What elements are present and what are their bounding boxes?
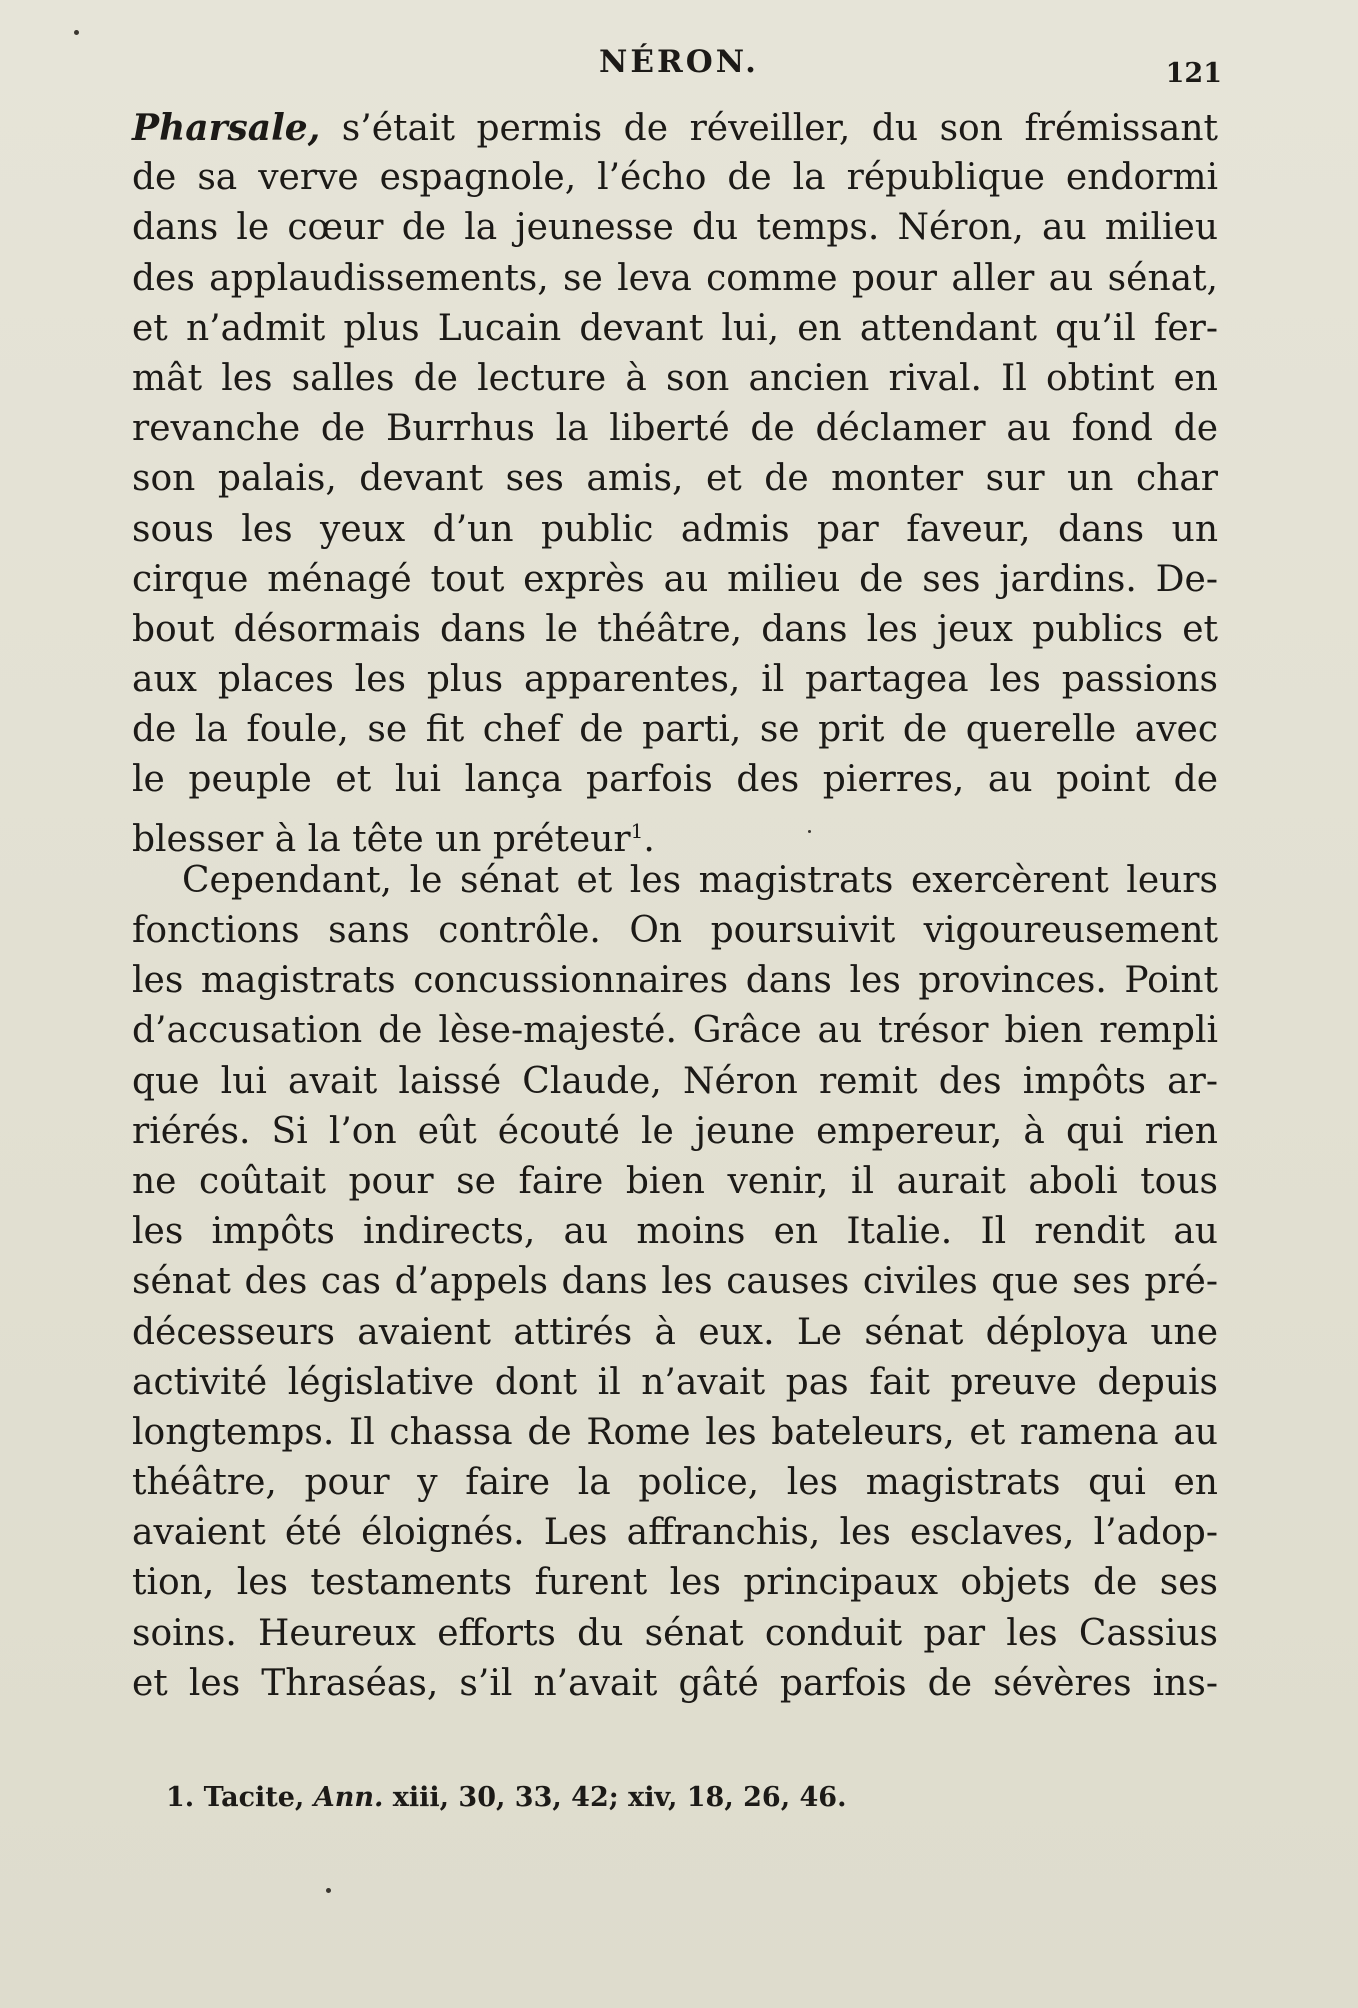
text-line: de sa verve espagnole, l’écho de la république endormi	[132, 157, 1218, 199]
text-line	[132, 103, 1218, 153]
text-line: sous les yeux d’un public admis par faveur, dans un	[132, 508, 1218, 550]
text-line: d’accusation de lèse-majesté. Grâce au trésor bien rempli	[132, 1010, 1218, 1052]
text-line: que lui avait laissé Claude, Néron remit des impôts ar-	[132, 1060, 1218, 1102]
text-line: Cependant, le sénat et les magistrats exercèrent leurs	[182, 859, 1218, 901]
footnote-number: 1.	[166, 1782, 195, 1813]
running-head	[0, 44, 1358, 88]
line-text: blesser à la tête un préteur	[132, 818, 631, 860]
text-line: revanche de Burrhus la liberté de déclamer au fond de	[132, 408, 1218, 450]
text-line: le peuple et lui lança parfois des pierres, au point de	[132, 759, 1218, 801]
text-line: des applaudissements, se leva comme pour aller au sénat,	[132, 257, 1218, 299]
page-number: 121	[1165, 58, 1222, 89]
italic-word: Pharsale,	[132, 107, 321, 149]
text-line: les impôts indirects, au moins en Italie. Il rendit au	[132, 1211, 1218, 1253]
footnote	[166, 1782, 846, 1813]
footnote-author: Tacite,	[194, 1782, 314, 1813]
print-speck	[74, 30, 79, 35]
line-text: s’était permis de réveiller, du son frémissant	[320, 108, 1218, 149]
text-line: les magistrats concussionnaires dans les provinces. Point	[132, 960, 1218, 1002]
text-line: de la foule, se fit chef de parti, se prit de querelle avec	[132, 709, 1218, 751]
text-line: fonctions sans contrôle. On poursuivit vigoureusement	[132, 910, 1218, 951]
text-line: cirque ménagé tout exprès au milieu de ses jardins. De-	[132, 558, 1218, 600]
body-text	[132, 103, 1218, 1709]
footnote-work: Ann.	[313, 1782, 384, 1813]
text-line: dans le cœur de la jeunesse du temps. Néron, au milieu	[132, 207, 1218, 249]
line-text: .	[643, 818, 655, 860]
text-line: décesseurs avaient attirés à eux. Le sénat déploya une	[132, 1311, 1218, 1353]
print-speck	[326, 1888, 331, 1893]
text-line: longtemps. Il chassa de Rome les bateleurs, et ramena au	[132, 1411, 1218, 1453]
text-line: activité législative dont il n’avait pas fait preuve depuis	[132, 1361, 1218, 1403]
text-line: sénat des cas d’appels dans les causes civiles que ses pré-	[132, 1261, 1218, 1303]
text-line: son palais, devant ses amis, et de monter sur un char	[132, 458, 1218, 500]
text-line: tion, les testaments furent les principaux objets de ses	[132, 1562, 1218, 1604]
text-line: avaient été éloignés. Les affranchis, les esclaves, l’adop-	[132, 1512, 1218, 1554]
text-line: ne coûtait pour se faire bien venir, il aurait aboli tous	[132, 1160, 1218, 1202]
text-line: et n’admit plus Lucain devant lui, en attendant qu’il fer-	[132, 307, 1218, 349]
text-line: aux places les plus apparentes, il partagea les passions	[132, 659, 1218, 701]
print-speck	[808, 830, 811, 833]
footnote-ref: 1	[630, 818, 644, 843]
text-line: bout désormais dans le théâtre, dans les jeux publics et	[132, 608, 1218, 650]
footnote-refs: xiii, 30, 33, 42; xiv, 18, 26, 46.	[383, 1782, 847, 1813]
text-line	[132, 806, 1218, 860]
text-line: théâtre, pour y faire la police, les magistrats qui en	[132, 1462, 1218, 1504]
text-line: et les Thraséas, s’il n’avait gâté parfois de sévères ins-	[132, 1662, 1218, 1704]
running-title: NÉRON.	[599, 44, 759, 80]
text-line: mât les salles de lecture à son ancien rival. Il obtint en	[132, 357, 1218, 399]
text-line: soins. Heureux efforts du sénat conduit par les Cassius	[132, 1612, 1218, 1654]
text-line: riérés. Si l’on eût écouté le jeune empereur, à qui rien	[132, 1110, 1218, 1152]
